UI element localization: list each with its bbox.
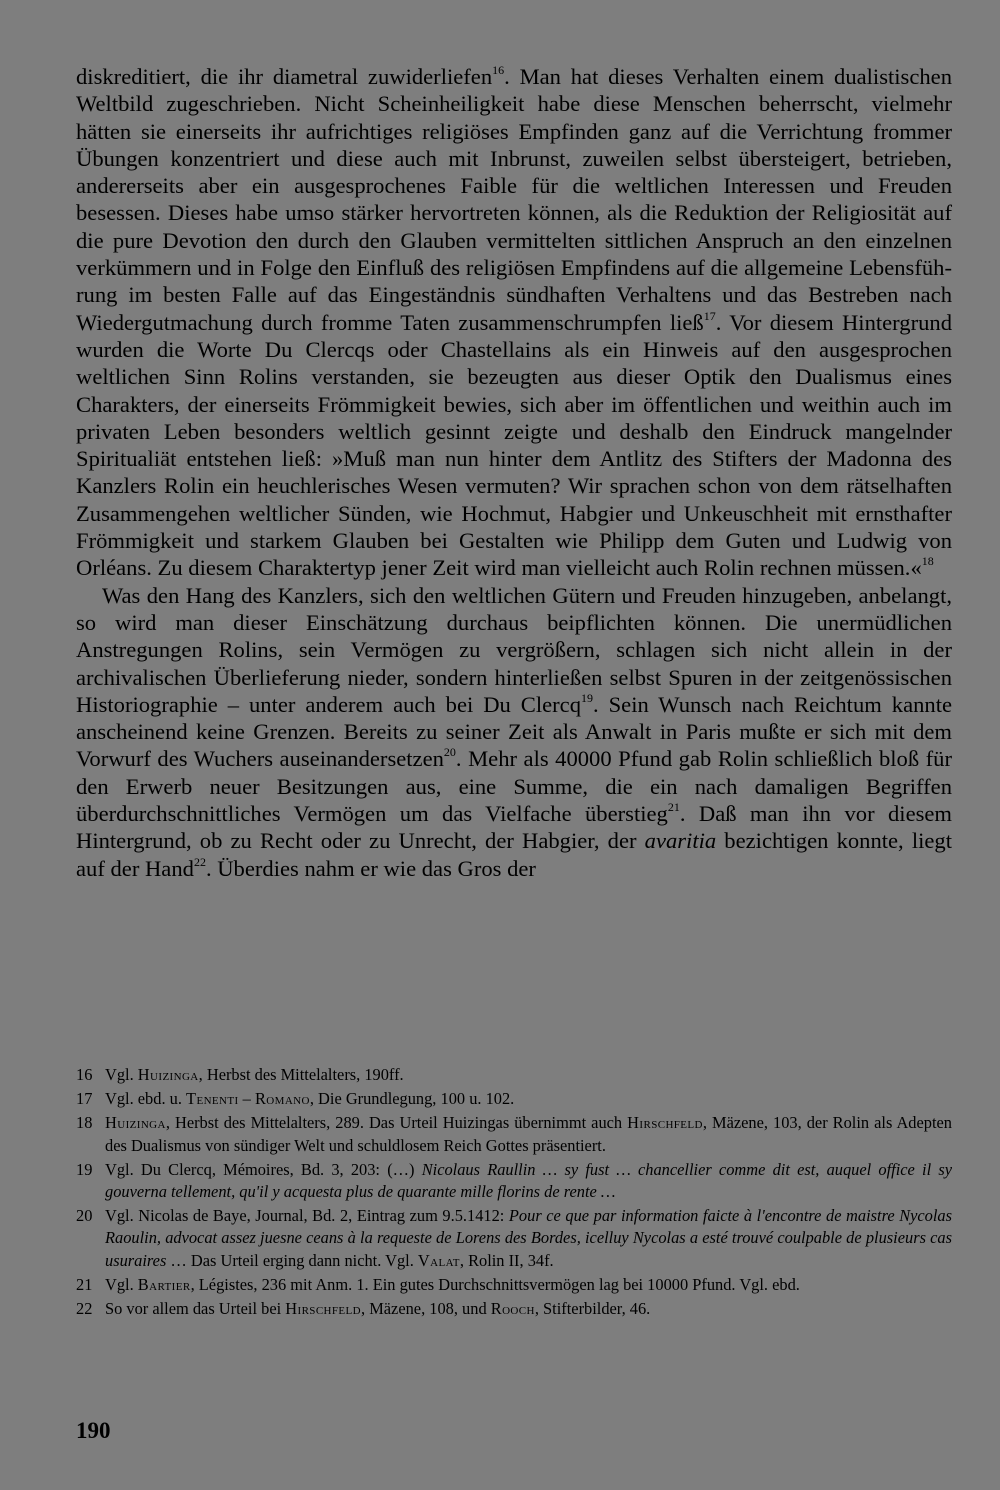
footnote-number: 19 (76, 1159, 93, 1179)
text-run: . Überdies nahm er wie das Gros der (205, 855, 536, 881)
footnote-number: 20 (76, 1206, 93, 1226)
footnote-16 (76, 1064, 952, 1086)
author-name: Huizinga (137, 1065, 199, 1084)
author-name: Rooch (490, 1299, 535, 1319)
text-run: . Man hat dieses Verhalten einem dualistischen Weltbild zugeschrieben. Nicht Scheinheiligkeit habe diese Menschen beherrscht, vielmehr hätten sie einerseits ihr aufrichtiges religiöses Empfinden ganz auf die Verrichtung frommer Übungen konzentriert und diese auch mit Inbrunst, zuweilen selbst übersteigert, betrieben, andererseits aber ein ausgesprochenes Faible für die weltlichen Interessen und Freuden besessen. Dieses habe umso stärker hervortreten können, als die Reduktion der Religiosität auf die pure Devotion den durch den Glauben vermittelten sittlichen Anspruch an den einzelnen verkümmern und in Folge den Einfluß des religiösen Empfindens auf die allgemeine Lebensführung im besten Falle auf das Eingeständnis sündhaften Verhaltens und das Bestreben nach Wiedergutmachung durch fromme Taten zusammenschrumpfen ließ (76, 64, 952, 335)
footnotes (76, 1064, 952, 1322)
footnote-17 (76, 1088, 952, 1110)
text-run: . Mehr als 40000 Pfund gab Rolin schließlich bloß für den Erwerb neuer Besitzungen aus, eine Summe, die ein nach damaligen Begriffen überdurchschnittliches Vermögen um das Vielfache überstieg (76, 746, 952, 827)
footnote-ref-18[interactable]: 18 (921, 554, 934, 569)
footnote-ref-20[interactable]: 20 (443, 745, 456, 760)
footnote-19 (76, 1159, 952, 1203)
footnote-text: Vgl. Huizinga, Herbst des Mittelalters, 190ff. (105, 1065, 404, 1084)
footnote-18 (76, 1112, 952, 1156)
author-name: Hirschfeld (285, 1299, 362, 1319)
paragraph-2 (76, 582, 952, 882)
text-run: diskreditiert, die ihr diametral zuwiderliefen (76, 64, 493, 89)
author-name: Valat (417, 1250, 460, 1270)
footnote-number: 16 (76, 1065, 93, 1084)
footnote-number: 17 (76, 1089, 93, 1109)
page-number: 190 (76, 1418, 111, 1443)
footnote-number: 18 (76, 1113, 93, 1133)
text-run: . Vor diesem Hintergrund wurden die Worte Du Clercqs oder Chastellains als ein Hinweis auf den ausgesprochen weltlichen Sinn Rolins verstanden, sie bezeugten aus dieser Optik den Dualismus eines Charakters, der einerseits Frömmigkeit bewies, sich aber im öffentlichen und weithin auch im privaten Leben besonders weltlich gesinnt zeigte und deshalb den Eindruck mangelnder Spiritualiät entstehen ließ: »Muß man nun hinter dem Antlitz des Stifters der Madonna des Kanzlers Rolin ein heuchlerisches Wesen vermuten? Wir sprachen schon von dem rätselhaften Zusammengehen weltlicher Sünden, wie Hochmut, Habgier und Unkeuschheit mit ernsthafter Frömmigkeit und starkem Glauben bei Gestalten wie Philipp dem Guten und Ludwig von Orléans. Zu diesem Charaktertyp jener Zeit wird man vielleicht auch Rolin rechnen müssen.« (76, 309, 952, 581)
author-name: Huizinga (105, 1113, 166, 1133)
quotation: Pour ce que par information faicte à l'encontre de maistre Nycolas Raoulin, advocat assez juesne ceans à la requeste de Lorens des Bordes, icelluy Nycolas a esté trouvé coulpable de plusieurs cas usuraires (105, 1206, 952, 1270)
italic-term: avaritia (644, 828, 717, 854)
text-run: bezichtigen konnte, liegt auf der Hand (76, 828, 952, 881)
footnote-text: Vgl. ebd. u. Tenenti – Romano, Die Grundlegung, 100 u. 102. (105, 1089, 515, 1109)
text-run: . Daß man ihn vor diesem Hintergrund, ob zu Recht oder zu Unrecht, der Habgier, der (76, 801, 952, 854)
author-name: Bartier (137, 1274, 191, 1294)
footnote-ref-16[interactable]: 16 (492, 63, 505, 77)
footnote-number: 21 (76, 1274, 93, 1294)
footnote-text: So vor allem das Urteil bei Hirschfeld, Mäzene, 108, und Rooch, Stifterbilder, 46. (105, 1299, 651, 1319)
footnote-text: Vgl. Du Clercq, Mémoires, Bd. 3, 203: (…) Nicolaus Raullin … sy fust … chancellier comme dit est, auquel office il sy gouverna tellement, qu'il y acquesta plus de quarante mille florins de rente … (105, 1159, 953, 1202)
footnote-text: Vgl. Nicolas de Baye, Journal, Bd. 2, Eintrag zum 9.5.1412: Pour ce que par information faicte à l'encontre de maistre Nycolas Raoulin, advocat assez juesne ceans à la requeste de Lorens des Bordes, icelluy Nycolas a esté trouvé coulpable de plusieurs cas usuraires … Das Urteil erging dann nicht. Vgl. Valat, Rolin II, 34f. (105, 1206, 952, 1270)
author-name: Romano (254, 1089, 310, 1109)
footnote-ref-17[interactable]: 17 (703, 308, 716, 323)
text-run: . Sein Wunsch nach Reichtum kannte anscheinend keine Grenzen. Bereits zu seiner Zeit als Anwalt in Paris mußte er sich mit dem Vorwurf des Wuchers auseinandersetzen (76, 691, 952, 772)
author-name: Hirschfeld (627, 1113, 703, 1133)
author-name: Tenenti (186, 1089, 239, 1109)
footnote-number: 22 (76, 1299, 93, 1319)
footnote-21 (76, 1274, 952, 1296)
text-run: Was den Hang des Kanzlers, sich den weltlichen Gütern und Freuden hinzugeben, anbelangt, so wird man dieser Einschätzung durchaus beipflichten können. Die unermüdlichen Anstregungen Rolins, sein Vermögen zu vergrößern, schlagen sich nicht allein in der archivalischen Überlieferung nieder, sondern hinterließen selbst Spuren in der zeitgenössischen Historiographie – unter anderem auch bei Du Clercq (76, 582, 952, 717)
quotation: Nicolaus Raullin … sy fust … chancellier comme dit est, auquel office il sy gouverna tellement, qu'il y acquesta plus de quarante mille florins de rente … (105, 1159, 953, 1202)
main-text (76, 63, 952, 882)
footnote-22 (76, 1298, 952, 1320)
footnote-text: Vgl. Bartier, Légistes, 236 mit Anm. 1. Ein gutes Durchschnittsvermögen lag bei 10000 Pfund. Vgl. ebd. (105, 1274, 800, 1294)
footnote-text: Huizinga, Herbst des Mittelalters, 289. Das Urteil Huizingas übernimmt auch Hirschfeld, Mäzene, 103, der Rolin als Adepten des Dualismus von sündiger Welt und schuldlosem Reich Gottes präsentiert. (105, 1113, 952, 1155)
footnote-20 (76, 1205, 952, 1272)
paragraph-1 (76, 63, 952, 582)
footnote-ref-19[interactable]: 19 (581, 690, 594, 705)
footnote-ref-22[interactable]: 22 (193, 854, 206, 869)
footnote-ref-21[interactable]: 21 (667, 800, 680, 815)
